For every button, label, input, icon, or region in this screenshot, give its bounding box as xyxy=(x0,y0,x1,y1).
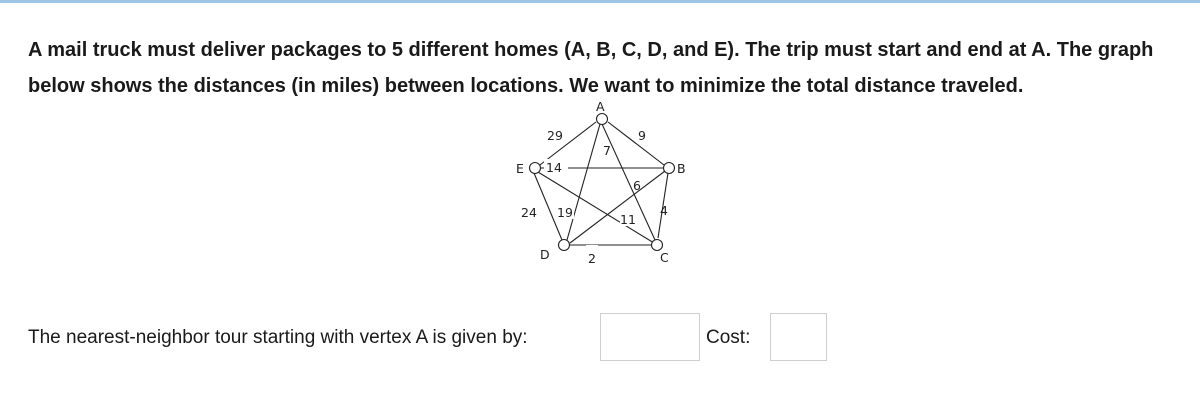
edge-weight-ec: 19 xyxy=(557,205,573,220)
vertex-c-label: C xyxy=(660,250,669,265)
tour-label: The nearest-neighbor tour starting with vertex A is given by: xyxy=(28,327,528,348)
edge-weight-ab: 9 xyxy=(638,128,646,143)
edge-a-d xyxy=(567,124,600,240)
edge-weight-ad: 11 xyxy=(620,212,636,227)
edge-a-b xyxy=(608,122,664,165)
vertex-a-label: A xyxy=(596,99,605,114)
answer-row xyxy=(28,313,1178,363)
vertex-b-node xyxy=(664,163,675,174)
vertex-d-label: D xyxy=(540,247,550,262)
vertex-b-label: B xyxy=(677,161,686,176)
edge-weight-bc: 4 xyxy=(660,203,668,218)
vertex-a-node xyxy=(597,114,608,125)
vertex-e-node xyxy=(530,163,541,174)
vertex-e-label: E xyxy=(516,161,524,176)
edge-b-d xyxy=(570,171,665,243)
edge-weight-bd: 6 xyxy=(633,178,641,193)
edge-weight-dc: 2 xyxy=(588,251,596,266)
edge-weight-ae: 29 xyxy=(547,128,563,143)
edge-weight-eb: 14 xyxy=(546,160,562,175)
cost-answer-input[interactable] xyxy=(770,313,827,361)
edge-weight-ac: 7 xyxy=(603,143,611,158)
question-text: A mail truck must deliver packages to 5 different homes (A, B, C, D, and E). The trip must start and end at A. The graph below shows the distances (in miles) between locations. We want to minimize the total distance traveled. xyxy=(28,39,1154,97)
vertex-c-node xyxy=(652,240,663,251)
vertex-d-node xyxy=(559,240,570,251)
edge-weight-ed: 24 xyxy=(521,205,537,220)
tour-answer-input[interactable] xyxy=(600,313,700,361)
cost-label: Cost: xyxy=(706,327,751,348)
